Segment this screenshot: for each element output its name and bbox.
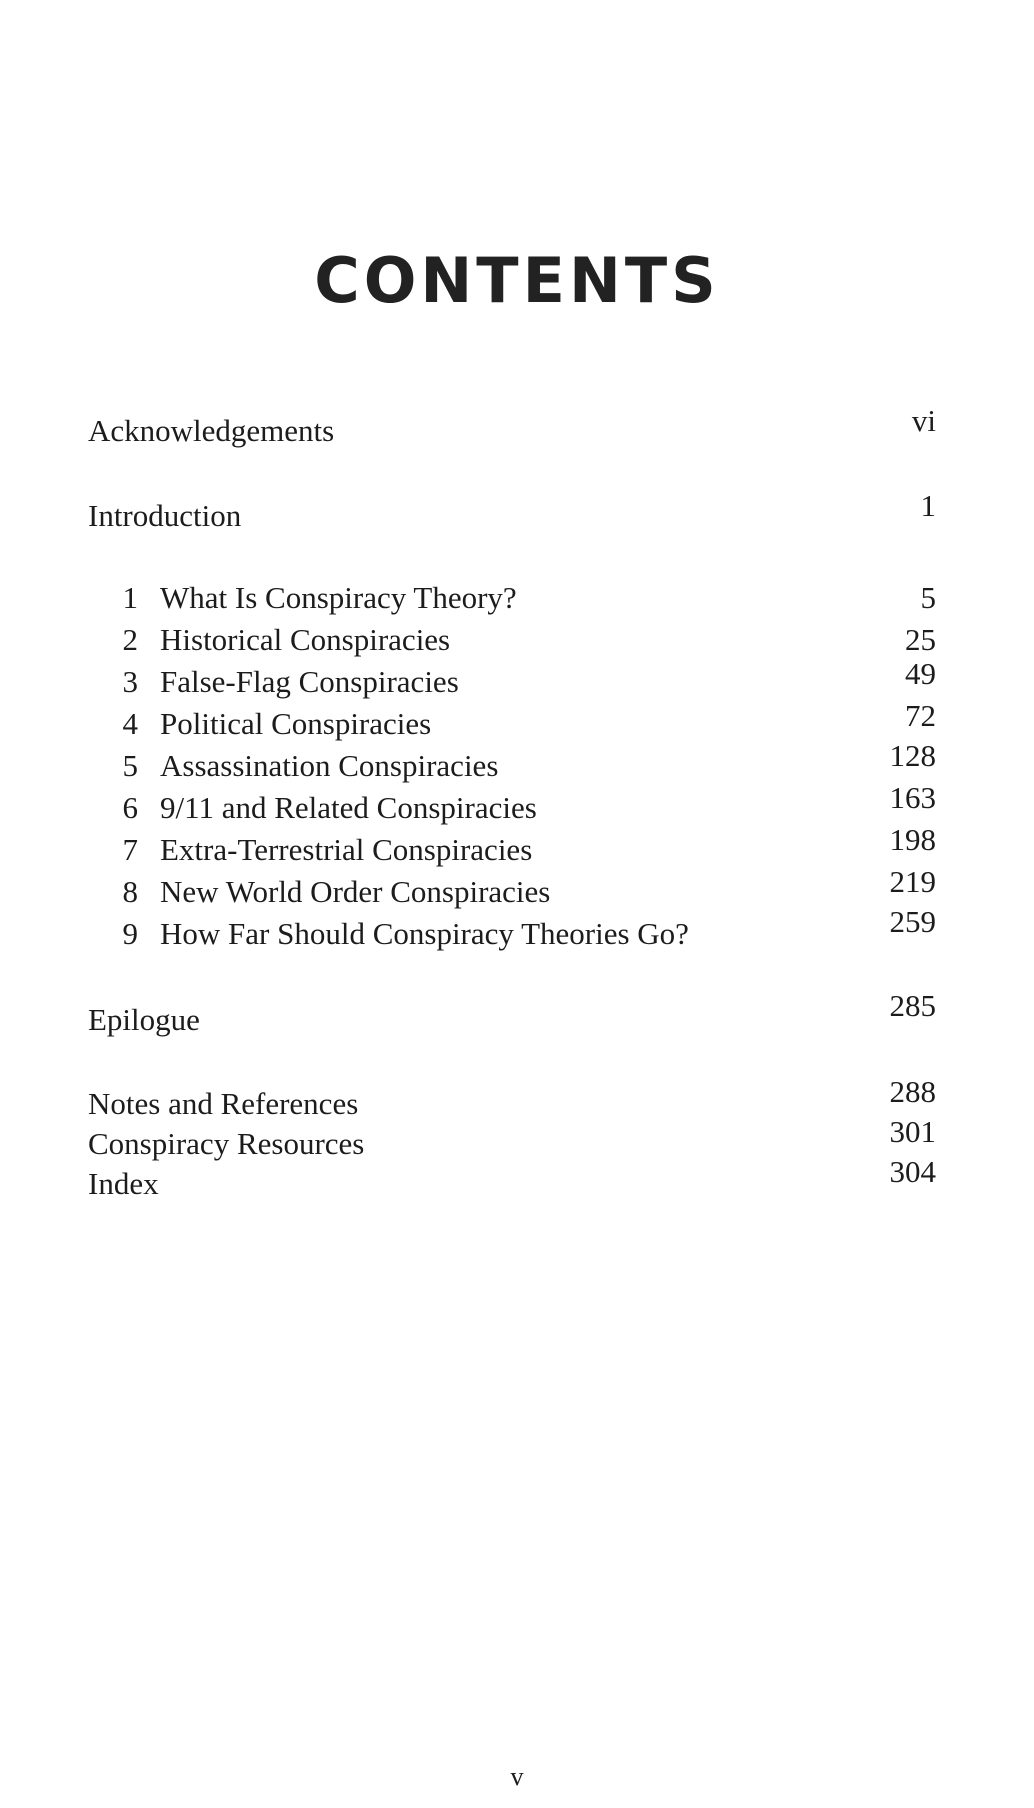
toc-page-number: vi [911,403,936,438]
toc-page-number: 128 [889,738,936,773]
toc-page-number: 219 [889,864,936,899]
toc-page-number: 163 [889,780,936,815]
page-folio: v [510,1762,524,1791]
toc-chapter-1 [88,582,936,618]
toc-chapter-5 [88,738,936,786]
toc-entry-introduction [88,488,936,536]
toc-chapter-4 [88,698,936,744]
toc-entry-conspiracy-resources [88,1114,936,1164]
chapter-title: 9/11 and Related Conspiracies [160,790,537,825]
toc-page-number: 285 [889,988,936,1023]
chapter-number: 9 [122,916,138,951]
toc-entry-index [88,1154,936,1204]
toc-page-number: 49 [905,656,936,691]
toc-chapter-9 [88,904,936,954]
toc-chapter-7 [88,822,936,870]
chapter-title: How Far Should Conspiracy Theories Go? [160,916,689,951]
toc-entry-label: Introduction [88,498,242,533]
toc-entry-notes-and-references [88,1074,936,1124]
toc-chapter-2 [88,624,936,660]
toc-page-number: 198 [889,822,936,857]
toc-entry-label: Conspiracy Resources [88,1126,365,1161]
chapter-number: 8 [122,874,138,909]
toc-chapter-8 [88,864,936,912]
toc-entry-label: Epilogue [88,1002,200,1037]
chapter-title: False-Flag Conspiracies [160,664,459,699]
chapter-title: Historical Conspiracies [160,622,451,657]
chapter-number: 5 [122,748,138,783]
chapter-number: 1 [122,580,138,615]
chapter-title: New World Order Conspiracies [160,874,551,909]
toc-entry-label: Index [88,1166,159,1201]
chapter-title: What Is Conspiracy Theory? [160,580,517,615]
toc-chapter-3 [88,656,936,702]
toc-page-number: 72 [905,698,936,733]
chapter-title: Assassination Conspiracies [160,748,499,783]
toc-entry-label: Acknowledgements [88,413,335,448]
toc-page-number: 5 [920,580,936,615]
toc-page-number: 25 [905,622,936,657]
toc-chapter-6 [88,780,936,828]
toc-page-number: 301 [889,1114,936,1149]
chapter-number: 4 [122,706,138,741]
chapter-title: Political Conspiracies [160,706,432,741]
toc-entry-label: Notes and References [88,1086,359,1121]
toc-page-number: 1 [920,488,936,523]
chapter-number: 7 [122,832,138,867]
chapter-number: 2 [122,622,138,657]
toc-entry-acknowledgements [88,403,936,451]
toc-page-number: 259 [889,904,936,939]
chapter-number: 3 [122,664,138,699]
chapter-title: Extra-Terrestrial Conspiracies [160,832,533,867]
toc-entry-epilogue [88,988,936,1040]
toc-page-number: 288 [889,1074,936,1109]
toc-page-number: 304 [889,1154,936,1189]
page-title: CONTENTS [314,243,720,317]
chapter-number: 6 [122,790,138,825]
